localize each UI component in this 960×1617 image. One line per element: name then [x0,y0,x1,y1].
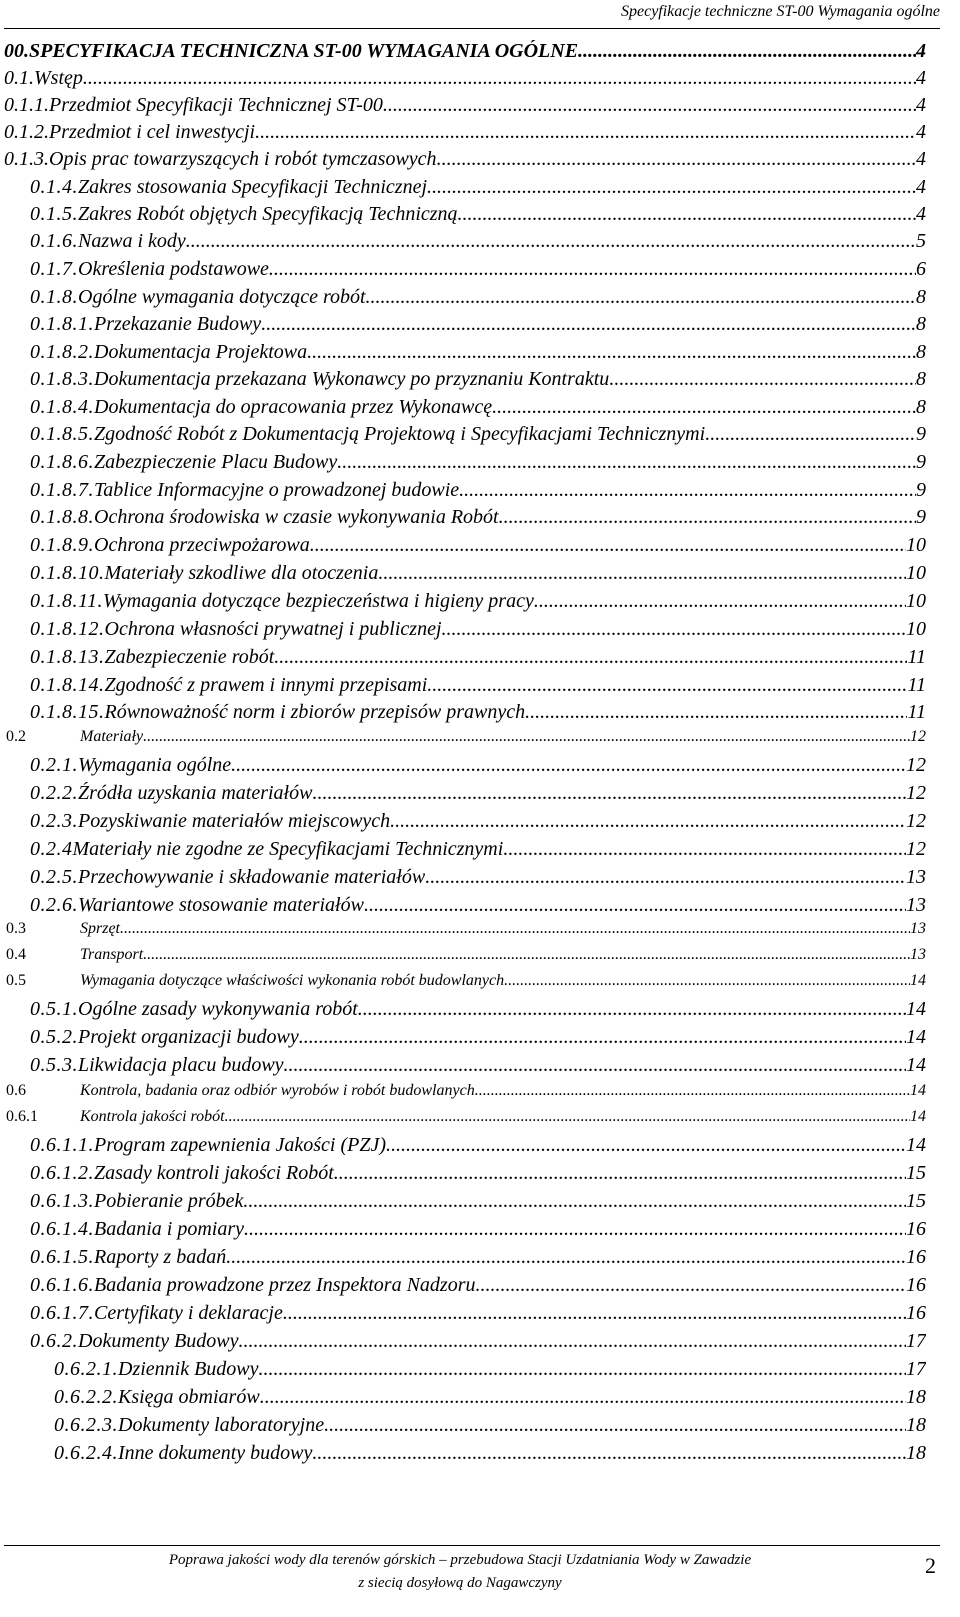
toc-entry[interactable] [0,368,926,394]
toc-entry-title: Projekt organizacji budowy [78,1026,299,1048]
toc-entry-number: 0.1.8.10. [30,562,105,584]
toc-entry[interactable] [0,121,926,147]
toc-entry-page: 5 [916,230,926,252]
toc-entry-page: 6 [916,258,926,280]
toc-entry-page: 10 [906,534,926,556]
toc-entry-page: 12 [906,838,926,860]
footer-line-2: z siecią dosyłową do Nagawczyny [358,1575,562,1591]
toc-entry[interactable] [0,1054,926,1080]
toc-entry-page: 9 [916,479,926,501]
toc-entry-title: Dokumentacja Projektowa [94,341,308,363]
toc-entry-page: 4 [916,67,926,89]
toc-entry-title: Tablice Informacyjne o prowadzonej budowie [94,479,460,501]
toc-entry-title: Zasady kontroli jakości Robót [94,1162,334,1184]
toc-entry-title: Zakres Robót objętych Specyfikacją Techniczną [78,203,458,225]
toc-entry-page: 12 [906,810,926,832]
toc-dot-leader [334,1162,906,1185]
toc-dot-leader [425,866,906,889]
toc-entry-title: Ochrona własności prywatnej i publicznej [104,618,442,640]
toc-entry-page: 9 [916,506,926,528]
toc-entry-number: 0.1.5. [30,203,78,225]
toc-entry-number: 0.2.2. [30,782,78,804]
toc-entry-title: Transport [80,946,144,963]
toc-entry-page: 16 [906,1246,926,1268]
toc-dot-leader [143,946,910,964]
toc-dot-leader [83,67,916,90]
toc-dot-leader [143,728,910,746]
toc-dot-leader [459,479,916,502]
toc-entry[interactable] [0,396,926,422]
toc-entry-title: Dokumenty Budowy [78,1330,239,1352]
toc-dot-leader [475,1082,910,1100]
toc-entry-page: 16 [906,1218,926,1240]
toc-entry-number: 0.5.3. [30,1054,78,1076]
toc-entry[interactable] [0,1330,926,1356]
toc-entry-page: 8 [916,313,926,335]
toc-entry-title: Równoważność norm i zbiorów przepisów prawnych [104,701,526,723]
toc-dot-leader [503,838,906,861]
toc-entry[interactable] [0,94,926,120]
toc-entry-title: Ochrona środowiska w czasie wykonywania Robót [94,506,499,528]
toc-dot-leader [120,920,910,938]
toc-entry-title: Badania i pomiary [94,1218,244,1240]
toc-entry-title: Przedmiot Specyfikacji Technicznej ST-00 [49,94,383,116]
toc-entry-page: 12 [906,754,926,776]
toc-entry-number: 0.2.5. [30,866,78,888]
toc-entry-number: 0.1.8.9. [30,534,94,556]
toc-entry-title: Wymagania ogólne [78,754,232,776]
toc-dot-leader [475,1274,906,1297]
toc-entry[interactable] [0,341,926,367]
toc-entry-number: 0.2 [6,728,26,745]
toc-entry-number: 0.6.1.1. [30,1134,94,1156]
toc-entry-page: 13 [910,920,926,937]
toc-dot-leader [705,423,916,446]
page-number: 2 [925,1553,936,1578]
toc-entry-number: 0.1.8.6. [30,451,94,473]
toc-dot-leader [358,998,906,1021]
toc-entry-title: Nazwa i kody [78,230,186,252]
toc-entry-page: 14 [906,1026,926,1048]
toc-entry-title: Dokumenty laboratoryjne [118,1414,325,1436]
toc-entry[interactable] [0,946,926,972]
toc-entry-number: 0.6.1.6. [30,1274,94,1296]
toc-entry-title: Wstęp [34,67,83,89]
toc-entry-title: Wymagania dotyczące właściwości wykonania robót budowlanych [80,972,505,989]
toc-entry-page: 12 [906,782,926,804]
toc-entry-title: Dokumentacja do opracowania przez Wykonawcę [94,396,493,418]
toc-entry-title: Ogólne wymagania dotyczące robót [78,286,366,308]
toc-entry-page: 11 [907,701,926,723]
header-rule [4,28,940,29]
toc-entry[interactable] [0,451,926,477]
toc-entry-title: Księga obmiarów [118,1386,260,1408]
toc-entry-title: Przechowywanie i składowanie materiałów [78,866,426,888]
toc-entry-number: 0.6.1.2. [30,1162,94,1184]
toc-entry[interactable] [0,534,926,560]
toc-entry[interactable] [0,1386,926,1412]
toc-dot-leader [243,1190,906,1213]
toc-entry[interactable] [0,618,926,644]
toc-entry-title: Ogólne zasady wykonywania robót [78,998,358,1020]
toc-entry-number: 0.6.2.2. [54,1386,118,1408]
toc-entry-title: SPECYFIKACJA TECHNICZNA ST-00 WYMAGANIA OGÓLNE [29,40,579,62]
toc-dot-leader [186,230,916,253]
toc-entry[interactable] [0,674,926,700]
toc-entry-title: Likwidacja placu budowy [78,1054,284,1076]
toc-entry-number: 0.6.1.5. [30,1246,94,1268]
toc-entry[interactable] [0,1108,926,1134]
toc-entry-number: 0.1.1. [4,94,49,116]
toc-dot-leader [378,562,906,585]
toc-entry-page: 13 [906,894,926,916]
toc-dot-leader [261,313,916,336]
toc-entry[interactable] [0,562,926,588]
toc-entry[interactable] [0,1082,926,1108]
toc-entry-number: 0.6.2.4. [54,1442,118,1464]
toc-entry-number: 0.1.8.1. [30,313,94,335]
toc-entry-number: 0.6.1 [6,1108,38,1125]
toc-entry[interactable] [0,203,926,229]
toc-entry-number: 0.6.1.3. [30,1190,94,1212]
toc-dot-leader [269,258,916,281]
toc-entry-page: 14 [906,1134,926,1156]
toc-entry-page: 18 [906,1442,926,1464]
toc-dot-leader [525,701,907,724]
toc-dot-leader [231,754,906,777]
toc-entry-number: 0.3 [6,920,26,937]
toc-entry-page: 17 [906,1330,926,1352]
running-header [0,0,940,30]
toc-entry-title: Kontrola jakości robót [80,1108,225,1125]
toc-entry[interactable] [0,646,926,672]
toc-entry-number: 0.1.8.2. [30,341,94,363]
toc-entry-number: 0.6.1.7. [30,1302,94,1324]
toc-entry-page: 11 [907,674,926,696]
toc-dot-leader [307,341,916,364]
toc-entry-title: Dziennik Budowy [118,1358,259,1380]
toc-dot-leader [312,782,906,805]
toc-entry-number: 0.1.8.3. [30,368,94,390]
toc-dot-leader [283,1302,906,1325]
running-footer [40,1549,880,1595]
toc-entry-title: Przedmiot i cel inwestycji [49,121,256,143]
toc-entry[interactable] [0,590,926,616]
toc-entry-number: 0.5 [6,972,26,989]
toc-dot-leader [364,894,906,917]
toc-entry[interactable] [0,728,926,754]
toc-entry-number: 0.1.8.12. [30,618,105,640]
toc-entry-page: 17 [906,1358,926,1380]
toc-entry-page: 16 [906,1302,926,1324]
toc-entry-page: 8 [916,286,926,308]
toc-dot-leader [337,451,916,474]
toc-entry[interactable] [0,479,926,505]
toc-entry-page: 14 [906,998,926,1020]
toc-entry-title: Materiały [80,728,144,745]
toc-dot-leader [299,1026,906,1049]
toc-entry-title: Zabezpieczenie Placu Budowy [94,451,338,473]
toc-entry-title: Materiały szkodliwe dla otoczenia [104,562,379,584]
toc-entry-page: 14 [910,1082,926,1099]
toc-entry-page: 14 [906,1054,926,1076]
toc-entry[interactable] [0,1026,926,1052]
toc-entry-number: 0.1.6. [30,230,78,252]
toc-dot-leader [609,368,916,391]
toc-entry-page: 13 [910,946,926,963]
toc-dot-leader [458,203,916,226]
toc-dot-leader [578,40,916,63]
toc-dot-leader [499,506,916,529]
toc-entry[interactable] [0,838,926,864]
toc-entry-title: Kontrola, badania oraz odbiór wyrobów i robót budowlanych [80,1082,475,1099]
toc-dot-leader [492,396,916,419]
toc-entry[interactable] [0,1302,926,1328]
toc-entry-page: 11 [907,646,926,668]
toc-entry-page: 9 [916,423,926,445]
toc-entry-page: 4 [916,148,926,170]
toc-entry-title: Certyfikaty i deklaracje [94,1302,283,1324]
toc-entry-page: 4 [916,94,926,116]
toc-entry-title: Program zapewnienia Jakości (PZJ) [94,1134,386,1156]
toc-dot-leader [312,1442,906,1465]
toc-entry-number: 0.1.8.14. [30,674,105,696]
toc-entry-page: 16 [906,1274,926,1296]
toc-entry-page: 4 [916,121,926,143]
toc-entry[interactable] [0,67,926,93]
toc-entry-title: Zgodność Robót z Dokumentacją Projektową i Specyfikacjami Technicznymi [94,423,706,445]
toc-entry-title: Przekazanie Budowy [94,313,262,335]
toc-entry[interactable] [0,894,926,920]
toc-entry-page: 10 [906,590,926,612]
toc-entry[interactable] [0,1190,926,1216]
toc-entry-number: 0.1.8.8. [30,506,94,528]
toc-entry-number: 0.6.2.1. [54,1358,118,1380]
toc-dot-leader [226,1246,906,1269]
toc-entry[interactable] [0,920,926,946]
toc-entry-page: 13 [906,866,926,888]
toc-dot-leader [310,534,906,557]
toc-dot-leader [442,618,906,641]
toc-dot-leader [259,1358,906,1381]
toc-entry[interactable] [0,313,926,339]
toc-entry-number: 0.1.8.11. [30,590,104,612]
toc-entry[interactable] [0,701,926,727]
toc-entry[interactable] [0,1218,926,1244]
toc-entry[interactable] [0,1246,926,1272]
toc-dot-leader [390,810,906,833]
toc-entry[interactable] [0,1134,926,1160]
toc-entry-number: 0.6.1.4. [30,1218,94,1240]
toc-entry-number: 0.2.4 [30,838,73,860]
toc-dot-leader [504,972,910,990]
toc-entry[interactable] [0,423,926,449]
toc-entry-number: 0.1.2. [4,121,49,143]
toc-dot-leader [260,1386,906,1409]
toc-entry-number: 0.1.8. [30,286,78,308]
toc-entry-title: Wariantowe stosowanie materiałów [78,894,364,916]
toc-dot-leader [324,1414,906,1437]
toc-entry-title: Zakres stosowania Specyfikacji Technicznej [78,176,428,198]
toc-dot-leader [534,590,906,613]
toc-entry-page: 8 [916,396,926,418]
toc-entry-page: 15 [906,1162,926,1184]
toc-entry-title: Materiały nie zgodne ze Specyfikacjami Technicznymi [72,838,504,860]
toc-entry-number: 0.2.3. [30,810,78,832]
toc-entry[interactable] [0,972,926,998]
toc-entry-page: 15 [906,1190,926,1212]
toc-entry[interactable] [0,1274,926,1300]
toc-dot-leader [244,1218,906,1241]
toc-entry-number: 0.6 [6,1082,26,1099]
toc-entry-number: 0.5.1. [30,998,78,1020]
toc-entry-number: 0.4 [6,946,26,963]
toc-entry[interactable] [0,40,926,66]
toc-entry-number: 00. [4,40,29,62]
toc-entry[interactable] [0,258,926,284]
toc-dot-leader [383,94,916,117]
toc-entry[interactable] [0,176,926,202]
toc-entry[interactable] [0,148,926,174]
toc-entry-page: 14 [910,972,926,989]
toc-entry[interactable] [0,286,926,312]
toc-entry[interactable] [0,1414,926,1440]
toc-entry-number: 0.1.8.15. [30,701,105,723]
toc-dot-leader [274,646,907,669]
toc-entry-title: Opis prac towarzyszących i robót tymczasowych [49,148,437,170]
toc-dot-leader [255,121,916,144]
toc-entry-number: 0.1.8.13. [30,646,105,668]
toc-entry-number: 0.1.8.4. [30,396,94,418]
toc-entry-page: 9 [916,451,926,473]
toc-entry-number: 0.1. [4,67,34,89]
toc-entry-page: 8 [916,341,926,363]
toc-entry[interactable] [0,230,926,256]
toc-entry-title: Badania prowadzone przez Inspektora Nadzoru [94,1274,476,1296]
toc-entry-title: Dokumentacja przekazana Wykonawcy po przyznaniu Kontraktu [94,368,610,390]
toc-entry-number: 0.6.2. [30,1330,78,1352]
toc-entry[interactable] [0,998,926,1024]
toc-entry-page: 10 [906,562,926,584]
toc-dot-leader [437,148,916,171]
toc-entry[interactable] [0,1162,926,1188]
toc-entry-number: 0.1.8.5. [30,423,94,445]
toc-entry[interactable] [0,506,926,532]
toc-entry-page: 4 [916,176,926,198]
toc-dot-leader [427,176,916,199]
toc-entry[interactable] [0,754,926,780]
toc-entry-title: Zgodność z prawem i innymi przepisami [104,674,428,696]
toc-entry-page: 18 [906,1414,926,1436]
toc-entry[interactable] [0,1442,926,1468]
toc-entry[interactable] [0,782,926,808]
toc-entry[interactable] [0,810,926,836]
toc-entry-page: 18 [906,1386,926,1408]
toc-entry[interactable] [0,866,926,892]
toc-dot-leader [225,1108,910,1126]
toc-entry-title: Pobieranie próbek [94,1190,244,1212]
toc-entry-number: 0.6.2.3. [54,1414,118,1436]
footer-rule [4,1545,940,1546]
toc-entry-number: 0.1.7. [30,258,78,280]
toc-entry-title: Pozyskiwanie materiałów miejscowych [78,810,391,832]
toc-entry-page: 8 [916,368,926,390]
toc-entry-number: 0.2.6. [30,894,78,916]
toc-entry-page: 14 [910,1108,926,1125]
toc-entry-title: Sprzęt [80,920,120,937]
toc-entry-page: 10 [906,618,926,640]
toc-dot-leader [427,674,907,697]
toc-entry-number: 0.5.2. [30,1026,78,1048]
toc-entry-title: Raporty z badań [94,1246,227,1268]
toc-dot-leader [386,1134,906,1157]
toc-entry-page: 4 [916,40,926,62]
footer-line-1: Poprawa jakości wody dla terenów górskich – przebudowa Stacji Uzdatniania Wody w Zawadzie [168,1552,752,1568]
toc-dot-leader [366,286,916,309]
toc-entry-number: 0.1.3. [4,148,49,170]
toc-dot-leader [284,1054,906,1077]
toc-entry-number: 0.2.1. [30,754,78,776]
toc-entry-number: 0.1.8.7. [30,479,94,501]
header-title: Specyfikacje techniczne ST-00 Wymagania ogólne [620,3,940,20]
toc-entry-title: Źródła uzyskania materiałów [78,782,313,804]
toc-dot-leader [239,1330,906,1353]
toc-entry[interactable] [0,1358,926,1384]
toc-entry-title: Określenia podstawowe [78,258,269,280]
toc-entry-title: Inne dokumenty budowy [118,1442,313,1464]
toc-entry-title: Zabezpieczenie robót [104,646,275,668]
toc-entry-title: Wymagania dotyczące bezpieczeństwa i higieny pracy [103,590,534,612]
toc-entry-title: Ochrona przeciwpożarowa [94,534,310,556]
toc-entry-number: 0.1.4. [30,176,78,198]
toc-entry-page: 4 [916,203,926,225]
toc-entry-page: 12 [910,728,926,745]
